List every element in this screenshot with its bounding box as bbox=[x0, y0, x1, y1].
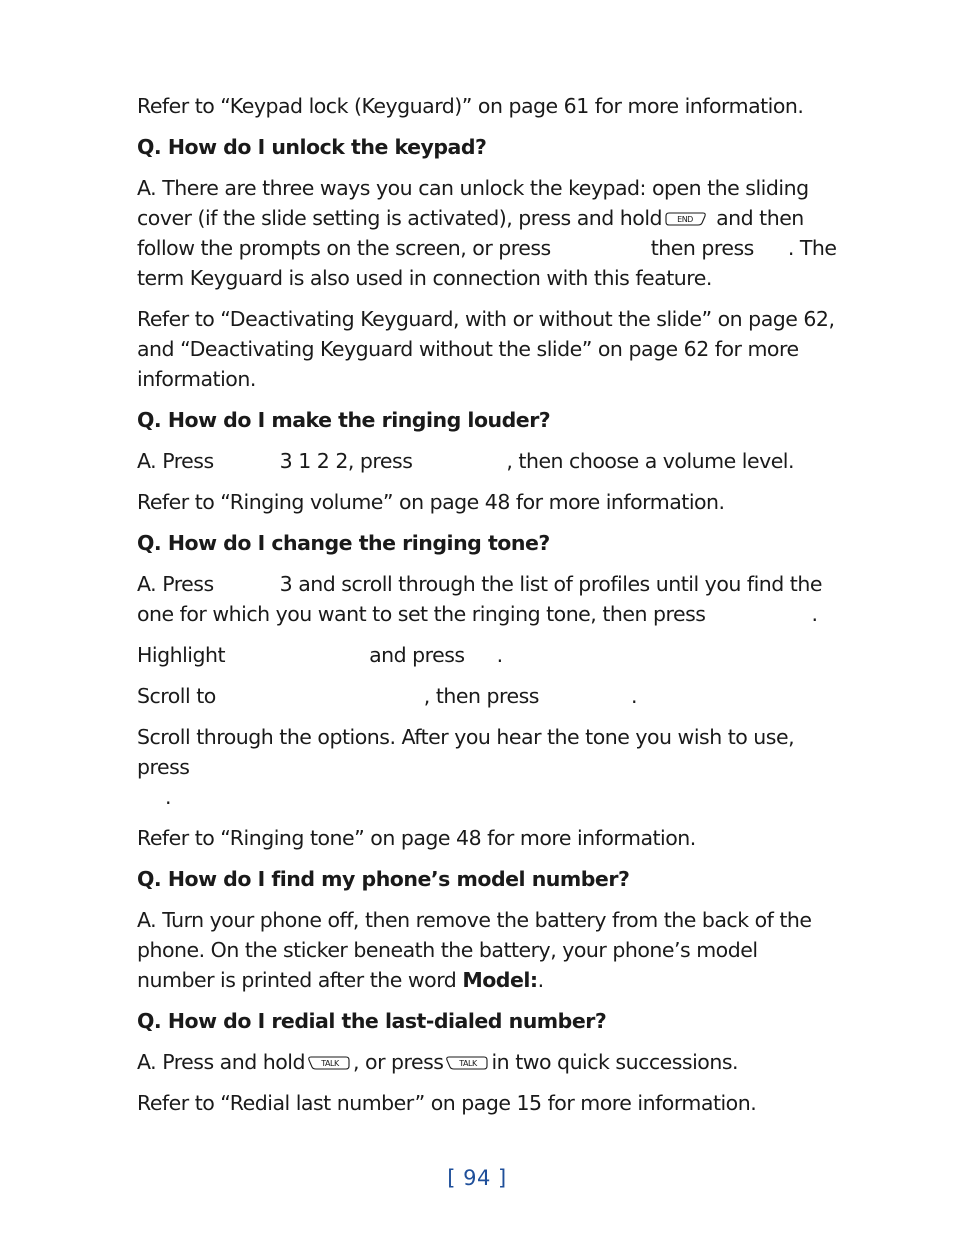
step-scroll-to bbox=[137, 681, 837, 711]
answer-text: 3 and scroll through the list of profiles until you find the one for which you want to set the ringing tone, then press bbox=[137, 572, 822, 626]
step-text: Scroll through the options. After you hear the tone you wish to use, press bbox=[137, 725, 795, 779]
answer-change-ringing-tone bbox=[137, 569, 837, 629]
step-text: Scroll to bbox=[137, 684, 216, 708]
end-key-icon bbox=[665, 211, 707, 227]
answer-text: . The term Keyguard is also used in connection with this feature. bbox=[137, 236, 837, 290]
question-change-ringing-tone: Q. How do I change the ringing tone? bbox=[137, 531, 550, 555]
answer-text: A. Press bbox=[137, 572, 214, 596]
answer-ringing-louder bbox=[137, 446, 837, 476]
question-model-number: Q. How do I find my phone’s model number? bbox=[137, 867, 630, 891]
reference-redial: Refer to “Redial last number” on page 15 for more information. bbox=[137, 1091, 757, 1115]
reference-keypad-lock: Refer to “Keypad lock (Keyguard)” on page 61 for more information. bbox=[137, 94, 804, 118]
reference-ringing-volume: Refer to “Ringing volume” on page 48 for more information. bbox=[137, 490, 725, 514]
step-text: and press bbox=[369, 643, 465, 667]
step-text: . bbox=[165, 785, 172, 809]
answer-text: and then follow the prompts on the screen, or press bbox=[137, 206, 804, 260]
answer-text: then press bbox=[650, 236, 754, 260]
step-text: . bbox=[496, 643, 503, 667]
answer-unlock-keypad bbox=[137, 173, 837, 293]
answer-text: 3 1 2 2, press bbox=[279, 449, 413, 473]
answer-redial bbox=[137, 1047, 837, 1077]
answer-text: , or press bbox=[353, 1050, 444, 1074]
answer-text: . bbox=[537, 968, 544, 992]
question-redial: Q. How do I redial the last-dialed number? bbox=[137, 1009, 607, 1033]
answer-text: A. Turn your phone off, then remove the battery from the back of the phone. On the sticker beneath the battery, your phone’s model number is printed after the word bbox=[137, 908, 812, 992]
svg-text:TALK: TALK bbox=[321, 1059, 339, 1068]
manual-page-body bbox=[137, 91, 837, 1129]
answer-text: in two quick successions. bbox=[491, 1050, 739, 1074]
answer-text: A. Press bbox=[137, 449, 214, 473]
talk-key-icon bbox=[446, 1055, 488, 1071]
answer-model-number bbox=[137, 905, 837, 995]
svg-text:TALK: TALK bbox=[459, 1059, 478, 1068]
question-ringing-louder: Q. How do I make the ringing louder? bbox=[137, 408, 551, 432]
reference-deactivating-keyguard: Refer to “Deactivating Keyguard, with or without the slide” on page 62, and “Deactivating Keyguard without the slide” on page 62 for more information. bbox=[137, 307, 835, 391]
step-scroll-options bbox=[137, 722, 837, 812]
answer-text: . bbox=[811, 602, 818, 626]
reference-ringing-tone: Refer to “Ringing tone” on page 48 for more information. bbox=[137, 826, 696, 850]
step-text: Highlight bbox=[137, 643, 226, 667]
model-label: Model: bbox=[462, 968, 538, 992]
answer-text: A. There are three ways you can unlock the keypad: open the sliding cover (if the slide setting is activated), press and hold bbox=[137, 176, 809, 230]
answer-text: , then choose a volume level. bbox=[506, 449, 795, 473]
talk-key-icon bbox=[308, 1055, 350, 1071]
step-highlight bbox=[137, 640, 837, 670]
question-unlock-keypad: Q. How do I unlock the keypad? bbox=[137, 135, 487, 159]
step-text: , then press bbox=[423, 684, 539, 708]
svg-text:END: END bbox=[677, 215, 693, 224]
page-number: [ 94 ] bbox=[447, 1166, 507, 1190]
step-text: . bbox=[630, 684, 637, 708]
answer-text: A. Press and hold bbox=[137, 1050, 305, 1074]
